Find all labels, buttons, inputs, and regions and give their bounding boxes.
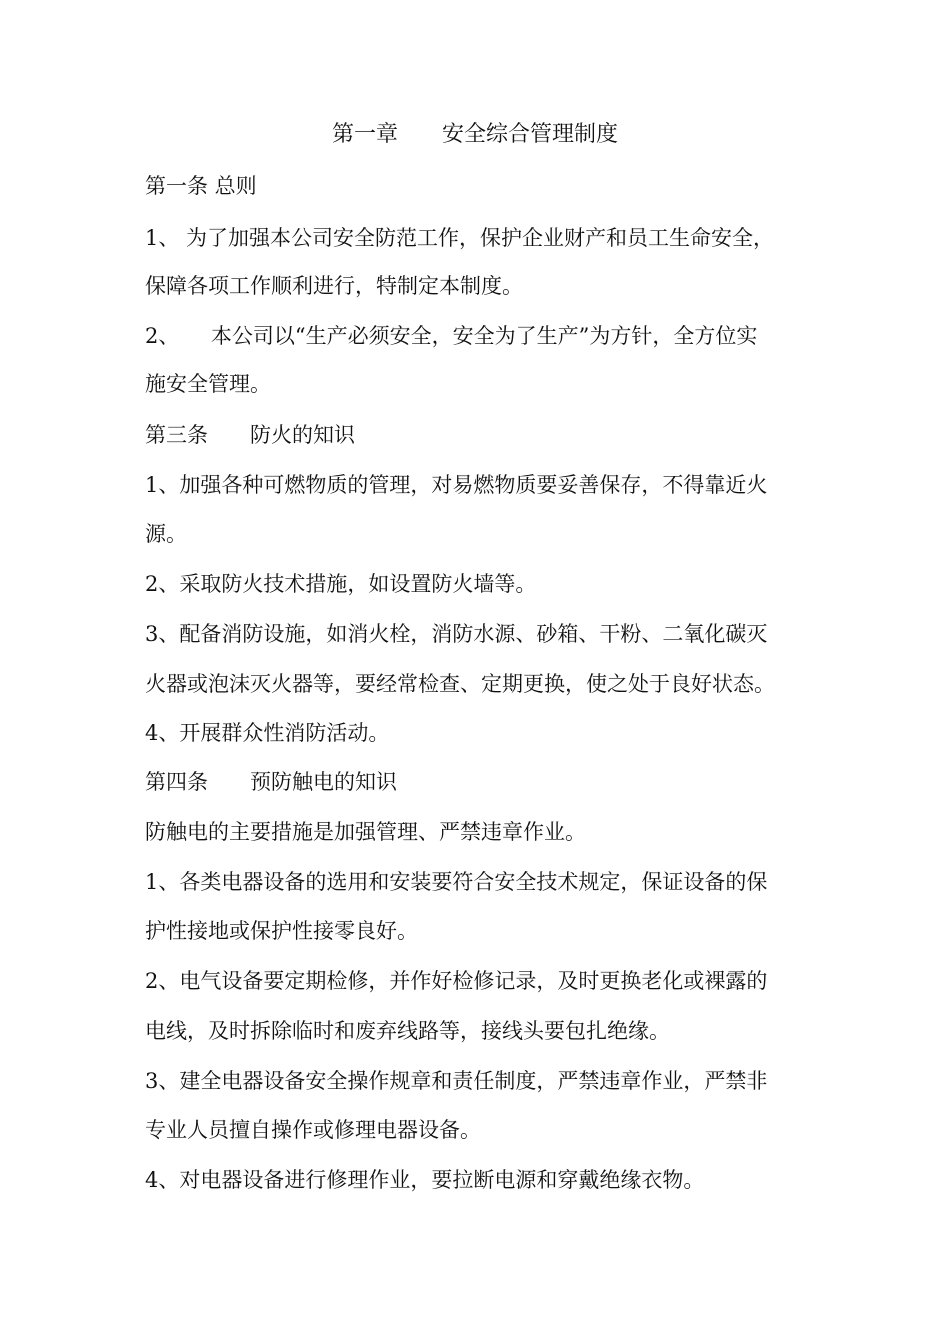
paragraph-line: 1、加强各种可燃物质的管理，对易燃物质要妥善保存，不得靠近火 — [145, 473, 768, 497]
paragraph-line: 专业人员擅自操作或修理电器设备。 — [145, 1118, 481, 1142]
paragraph-line: 2、 本公司以“生产必须安全，安全为了生产”为方针，全方位实 — [145, 324, 758, 348]
paragraph-line: 防触电的主要措施是加强管理、严禁违章作业。 — [145, 820, 586, 844]
paragraph-line: 2、采取防火技术措施，如设置防火墙等。 — [145, 572, 537, 596]
paragraph-line: 施安全管理。 — [145, 372, 271, 396]
section-heading-general: 第一条 总则 — [145, 174, 257, 198]
paragraph-line: 源。 — [145, 522, 187, 546]
paragraph-line: 保障各项工作顺利进行，特制定本制度。 — [145, 274, 523, 298]
paragraph-line: 1、 为了加强本公司安全防范工作，保护企业财产和员工生命安全， — [145, 226, 775, 250]
paragraph-line: 3、配备消防设施，如消火栓，消防水源、砂箱、干粉、二氧化碳灭 — [145, 622, 768, 646]
chapter-title: 第一章 安全综合管理制度 — [331, 122, 618, 147]
paragraph-line: 4、开展群众性消防活动。 — [145, 721, 390, 745]
paragraph-line: 火器或泡沫灭火器等，要经常检查、定期更换，使之处于良好状态。 — [145, 672, 775, 696]
section-heading-fire-prevention: 第三条 防火的知识 — [145, 423, 355, 447]
paragraph-line: 电线，及时拆除临时和废弃线路等，接线头要包扎绝缘。 — [145, 1019, 670, 1043]
paragraph-line: 1、各类电器设备的选用和安装要符合安全技术规定，保证设备的保 — [145, 870, 768, 894]
paragraph-line: 护性接地或保护性接零良好。 — [145, 919, 418, 943]
paragraph-line: 4、对电器设备进行修理作业，要拉断电源和穿戴绝缘衣物。 — [145, 1168, 705, 1192]
section-heading-electric-shock: 第四条 预防触电的知识 — [145, 770, 397, 794]
paragraph-line: 2、电气设备要定期检修，并作好检修记录，及时更换老化或裸露的 — [145, 969, 768, 993]
paragraph-line: 3、建全电器设备安全操作规章和责任制度，严禁违章作业，严禁非 — [145, 1069, 768, 1093]
